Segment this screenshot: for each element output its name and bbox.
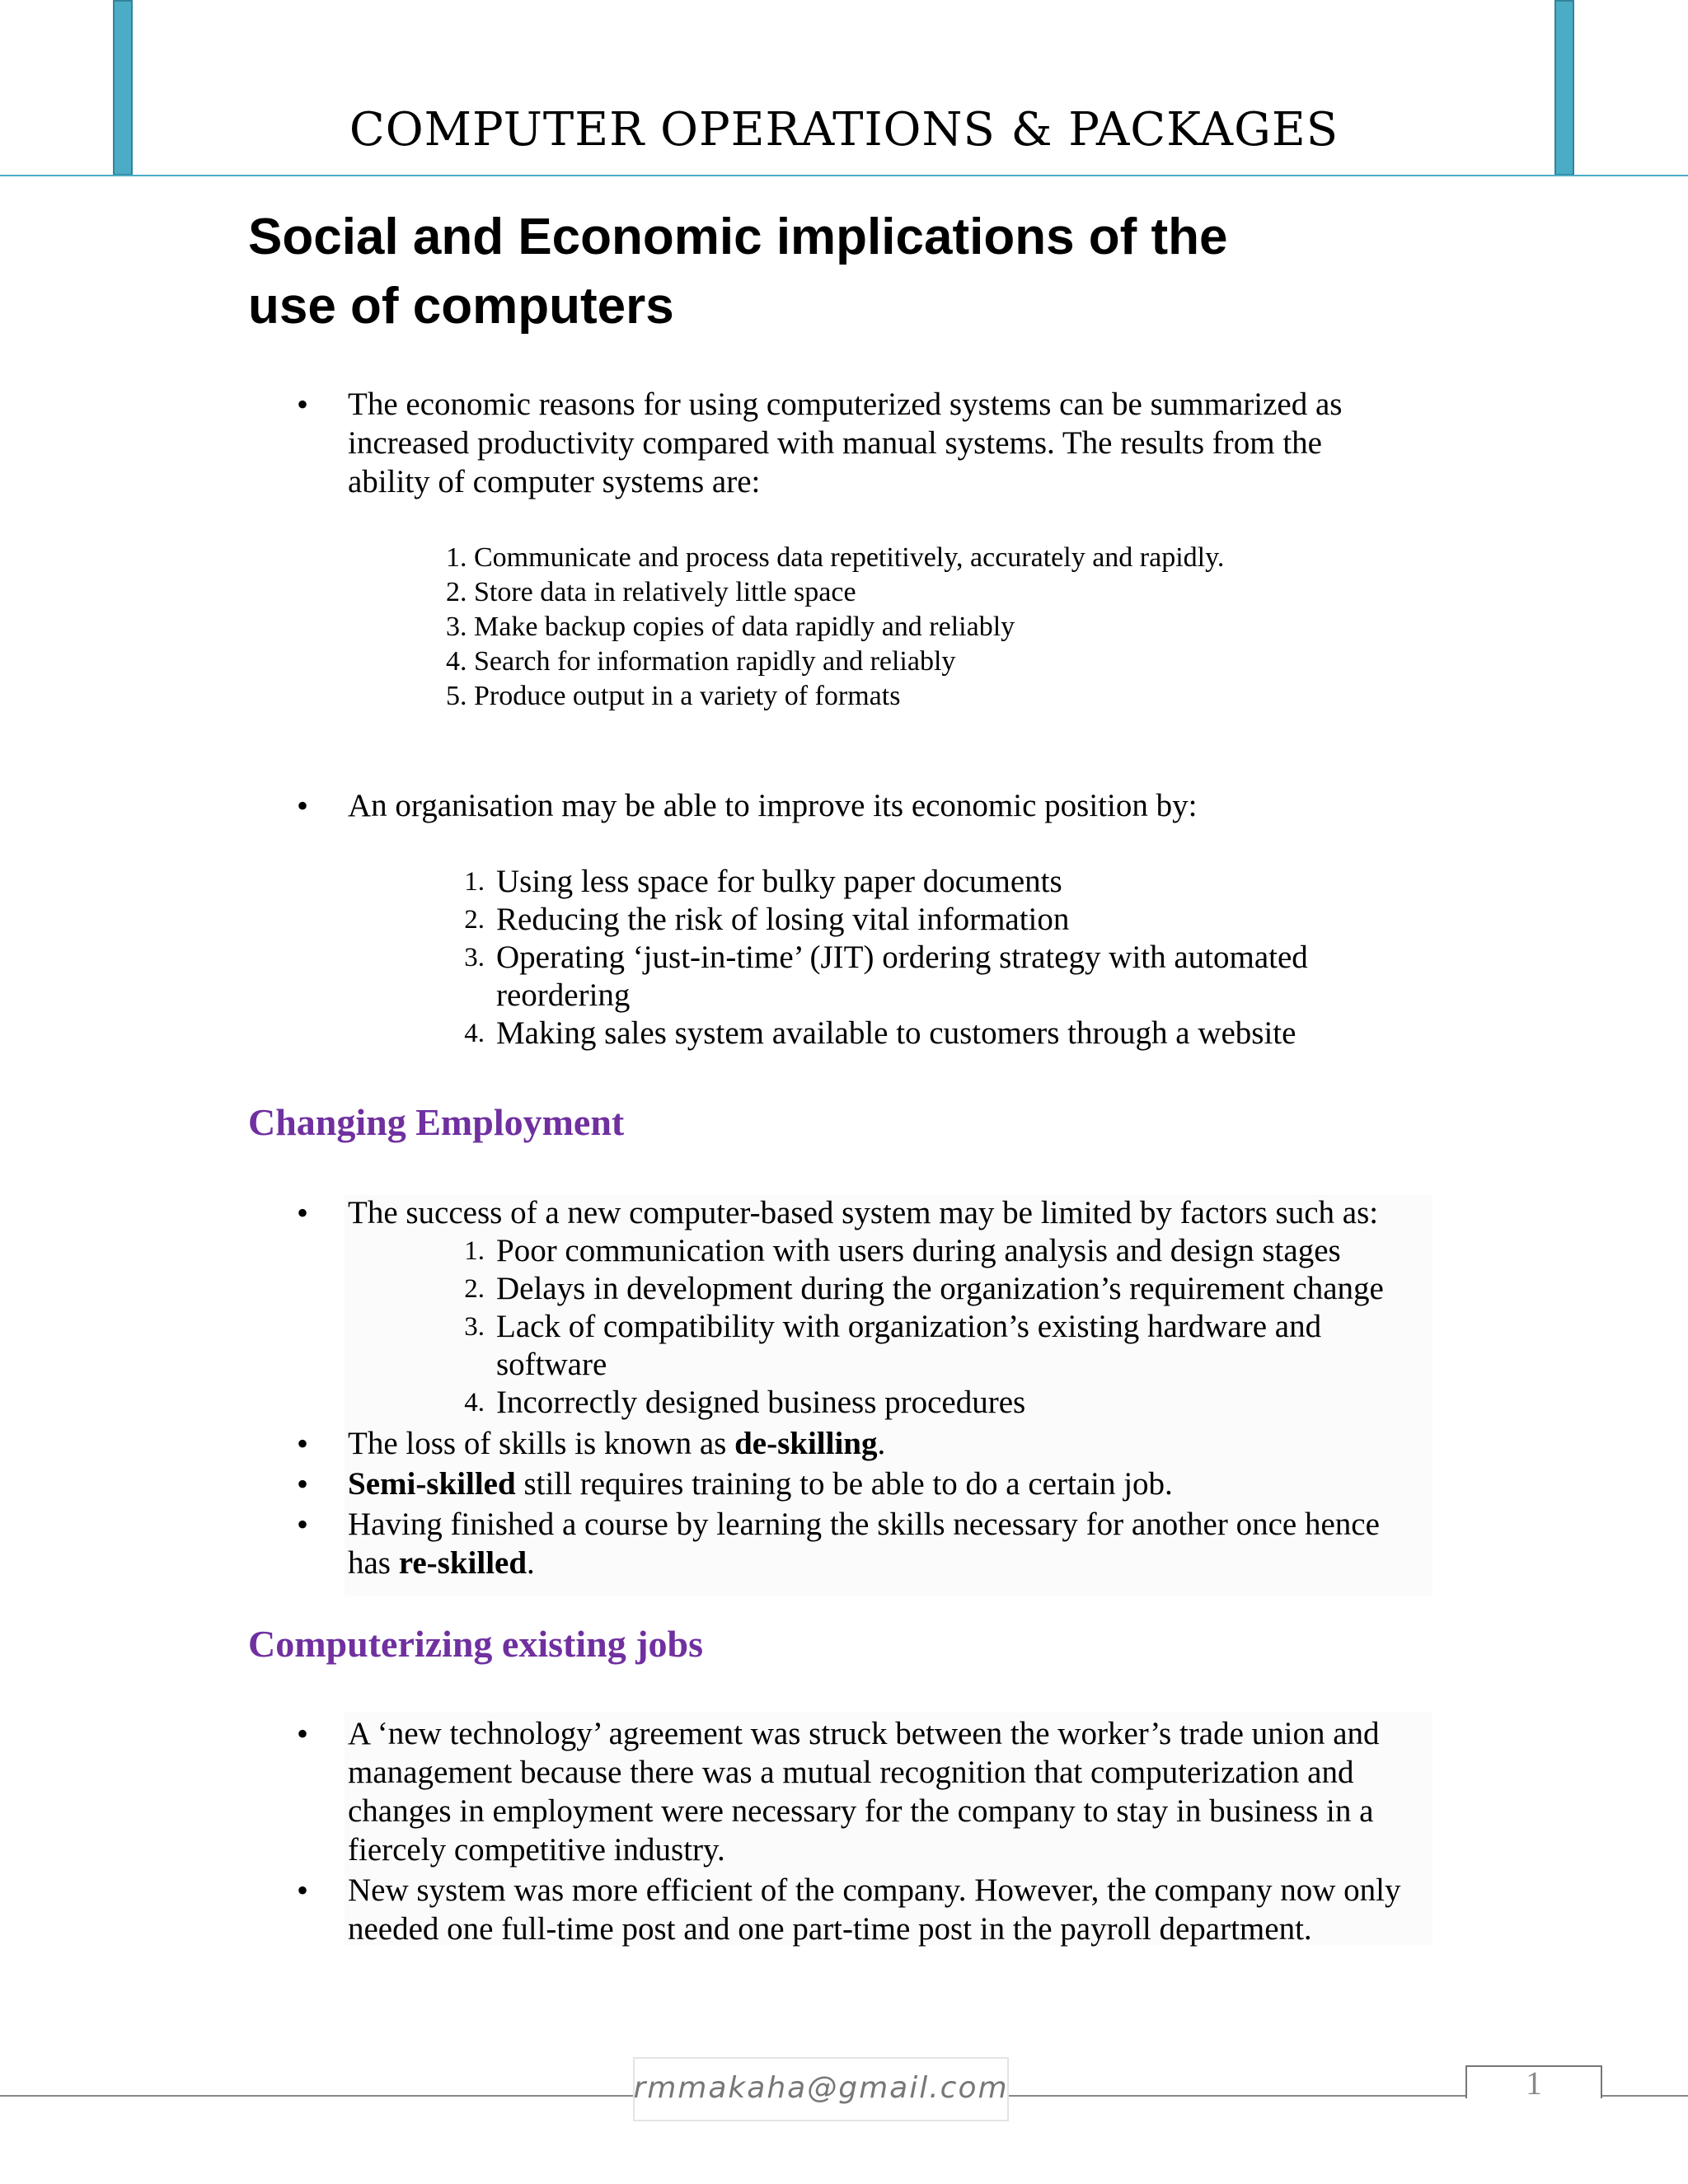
improvements-list-item [464,1015,1296,1052]
factors-list-item [464,1232,1341,1270]
page-title-line-1: Social and Economic implications of the [248,209,1228,265]
bullet-success-factors: • The success of a new computer-based system may be limited by factors such as: [348,1193,1378,1232]
list-item-text: Lack of compatibility with organization’s existing hardware and [496,1309,1322,1344]
bullet-text: still requires training to be able to do a certain job. [515,1466,1173,1502]
improvements-list-item [464,939,1308,977]
factors-list-item-continuation: software [496,1347,607,1382]
bullet-economic-position: • An organisation may be able to improve its economic position by: [348,786,1197,825]
bullet-economic-reasons-line-2: increased productivity compared with manual systems. The results from the [348,425,1322,461]
list-item-text: Reducing the risk of losing vital information [496,902,1070,937]
bullet-new-technology-line-4: fiercely competitive industry. [348,1832,725,1868]
bullet-deskilling [348,1424,885,1463]
bullet-new-system-line-1: • New system was more efficient of the company. However, the company now only [348,1871,1401,1910]
improvements-list-item [464,863,1062,901]
list-item-text: Using less space for bulky paper documents [496,864,1062,899]
bullet-text: . [527,1545,535,1581]
bullet-new-technology-line-3: changes in employment were necessary for the company to stay in business in a [348,1793,1374,1829]
bullet-economic-reasons-line-3: ability of computer systems are: [348,464,761,499]
list-number: 4. [464,1388,485,1418]
footer-rule-middle [1007,2095,1467,2097]
list-number: 3. [464,943,485,972]
footer-rule-left [0,2095,635,2097]
page-number: 1 [1526,2064,1542,2102]
term-deskilling: de-skilling [734,1426,878,1461]
bullet-semiskilled [348,1465,1173,1503]
factors-list-item [464,1270,1384,1308]
bullet-text: . [877,1426,886,1461]
list-item-text: Operating ‘just-in-time’ (JIT) ordering strategy with automated [496,940,1308,975]
term-semiskilled: Semi-skilled [348,1466,516,1502]
results-list-item: 1. Communicate and process data repetitively, accurately and rapidly. [446,542,1225,573]
list-number: 3. [464,1312,485,1342]
bullet-new-technology-line-2: management because there was a mutual recognition that computerization and [348,1755,1354,1790]
list-item-text: Making sales system available to customers through a website [496,1015,1296,1051]
results-list-item: 5. Produce output in a variety of formats [446,681,901,711]
list-item-text: Delays in development during the organization’s requirement change [496,1271,1384,1306]
page-title [248,203,1484,341]
results-list-item: 4. Search for information rapidly and reliably [446,646,956,677]
list-item-text: Poor communication with users during analysis and design stages [496,1233,1341,1268]
section-heading-computerizing-jobs: Computerizing existing jobs [248,1623,703,1665]
improvements-list-item-continuation: reordering [496,977,631,1013]
list-number: 2. [464,1274,485,1304]
list-item-text: Incorrectly designed business procedures [496,1385,1026,1420]
list-number: 1. [464,1236,485,1266]
list-number: 1. [464,867,485,897]
footer-rule-right [1601,2095,1688,2097]
bullet-text: The loss of skills is known as [348,1426,735,1461]
improvements-list-item [464,901,1070,939]
results-list-item: 3. Make backup copies of data rapidly and reliably [446,612,1015,642]
bullet-new-technology-line-1: • A ‘new technology’ agreement was struck between the worker’s trade union and [348,1714,1380,1753]
bullet-reskilled-line-1: • Having finished a course by learning the skills necessary for another once hence [348,1505,1380,1544]
bullet-economic-reasons-line-1: • The economic reasons for using computerized systems can be summarized as [348,385,1342,424]
term-reskilled: re-skilled [398,1545,528,1581]
bullet-new-system-line-2: needed one full-time post and one part-time post in the payroll department. [348,1911,1312,1947]
header-rule [0,175,1688,176]
bullet-text: has [348,1545,399,1581]
page-title-line-2: use of computers [248,278,674,335]
footer-email: rmmakaha@gmail.com [633,2071,1009,2105]
running-header-title: COMPUTER OPERATIONS & PACKAGES [349,103,1339,157]
results-list-item: 2. Store data in relatively little space [446,577,856,607]
factors-list-item [464,1308,1322,1346]
section-heading-changing-employment: Changing Employment [248,1101,625,1143]
list-number: 4. [464,1019,485,1048]
bullet-reskilled-line-2 [348,1544,535,1582]
list-number: 2. [464,905,485,935]
factors-list-item [464,1384,1026,1422]
